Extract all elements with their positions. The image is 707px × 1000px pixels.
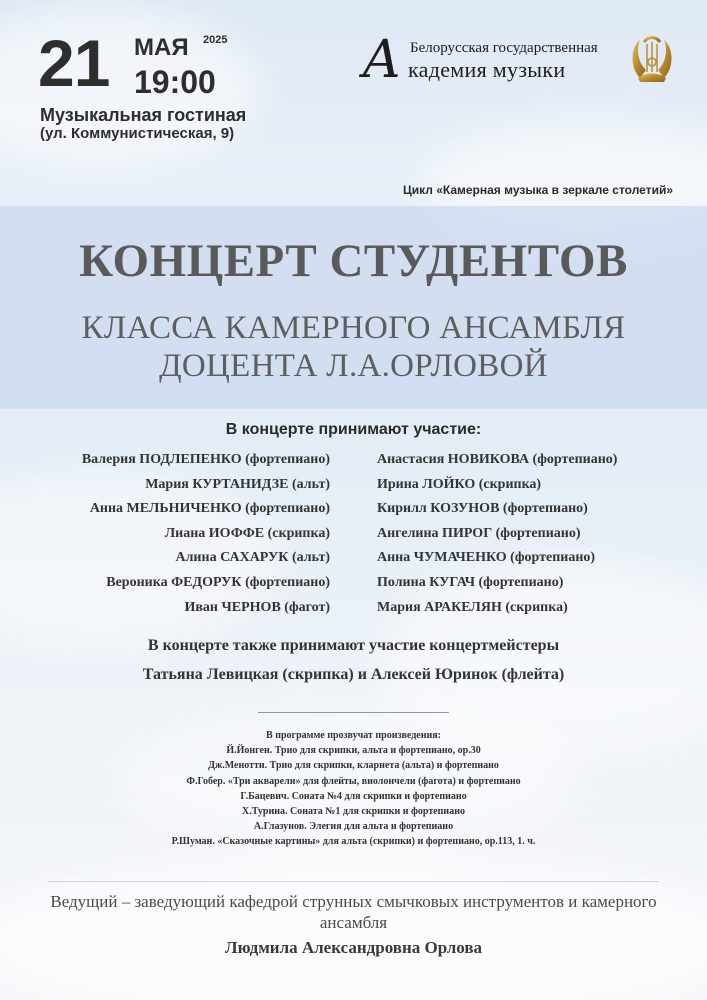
participant: Ирина ЛОЙКО (скрипка)	[377, 476, 542, 492]
participants-left-column	[82, 452, 330, 624]
event-year: 2025	[203, 34, 228, 46]
accompanists-heading: В концерте также принимают участие концертмейстеры	[147, 637, 560, 654]
program-heading: В программе прозвучат произведения:	[266, 730, 441, 741]
event-day: 21	[38, 26, 110, 100]
logo-line-2: кадемия музыки	[408, 57, 566, 82]
concert-cycle: Цикл «Камерная музыка в зеркале столетий»	[402, 183, 673, 197]
participant: Полина КУГАЧ (фортепиано)	[377, 574, 564, 590]
participant: Анна ЧУМАЧЕНКО (фортепиано)	[377, 550, 596, 566]
host-role: Ведущий – заведующий кафедрой струнных смычковых инструментов и камерного ансамбля	[50, 892, 657, 932]
participant: Иван ЧЕРНОВ (фагот)	[184, 599, 330, 615]
program-item: Р.Шуман. «Сказочные картины» для альта (скрипки) и фортепиано, ор.113, 1. ч.	[171, 836, 536, 848]
participant: Анастасия НОВИКОВА (фортепиано)	[377, 452, 618, 467]
event-month: МАЯ	[134, 34, 189, 61]
logo-initial: А	[362, 30, 402, 90]
participant: Кирилл КОЗУНОВ (фортепиано)	[377, 501, 588, 517]
participant: Мария КУРТАНИДЗЕ (альт)	[145, 476, 330, 492]
program-item: Дж.Менотти. Трио для скрипки, кларнета (альта) и фортепиано	[208, 760, 499, 772]
program-item: Й.Йонген. Трио для скрипки, альта и фортепиано, ор.30	[226, 745, 481, 757]
participant: Ангелина ПИРОГ (фортепиано)	[377, 525, 581, 541]
program-list	[0, 729, 707, 851]
participant: Вероника ФЕДОРУК (фортепиано)	[106, 574, 330, 590]
concert-subtitle-line-2: ДОЦЕНТА Л.А.ОРЛОВОЙ	[159, 348, 548, 384]
lyre-emblem-icon	[626, 32, 678, 86]
participants-right-column	[377, 452, 617, 624]
participant: Валерия ПОДЛЕПЕНКО (фортепиано)	[81, 452, 330, 467]
accompanists-names: Татьяна Левицкая (скрипка) и Алексей Юринок (флейта)	[142, 666, 565, 683]
participant: Анна МЕЛЬНИЧЕНКО (фортепиано)	[89, 501, 330, 517]
event-time: 19:00	[134, 64, 216, 100]
host-name: Людмила Александровна Орлова	[224, 938, 483, 957]
participants-heading: В концерте принимают участие:	[225, 421, 482, 438]
concert-title: КОНЦЕРТ СТУДЕНТОВ	[79, 235, 628, 287]
participant: Мария АРАКЕЛЯН (скрипка)	[377, 599, 568, 615]
footer-divider	[48, 881, 659, 882]
venue-address: (ул. Коммунистическая, 9)	[40, 125, 235, 142]
participant: Алина САХАРУК (альт)	[175, 550, 330, 566]
program-item: Х.Турина. Соната №1 для скрипки и фортепиано	[242, 805, 465, 817]
logo-line-1: Белорусская государственная	[410, 40, 598, 56]
program-item: Ф.Гобер. «Три акварели» для флейты, виолончели (фагота) и фортепиано	[186, 775, 521, 787]
section-divider	[258, 712, 449, 713]
participant: Лиана ИОФФЕ (скрипка)	[164, 525, 330, 541]
venue-name: Музыкальная гостиная	[40, 105, 247, 125]
program-item: Г.Бацевич. Соната №4 для скрипки и фортепиано	[240, 790, 467, 802]
program-item: А.Глазунов. Элегия для альта и фортепиано	[253, 821, 454, 833]
concert-subtitle-line-1: КЛАССА КАМЕРНОГО АНСАМБЛЯ	[81, 310, 626, 346]
